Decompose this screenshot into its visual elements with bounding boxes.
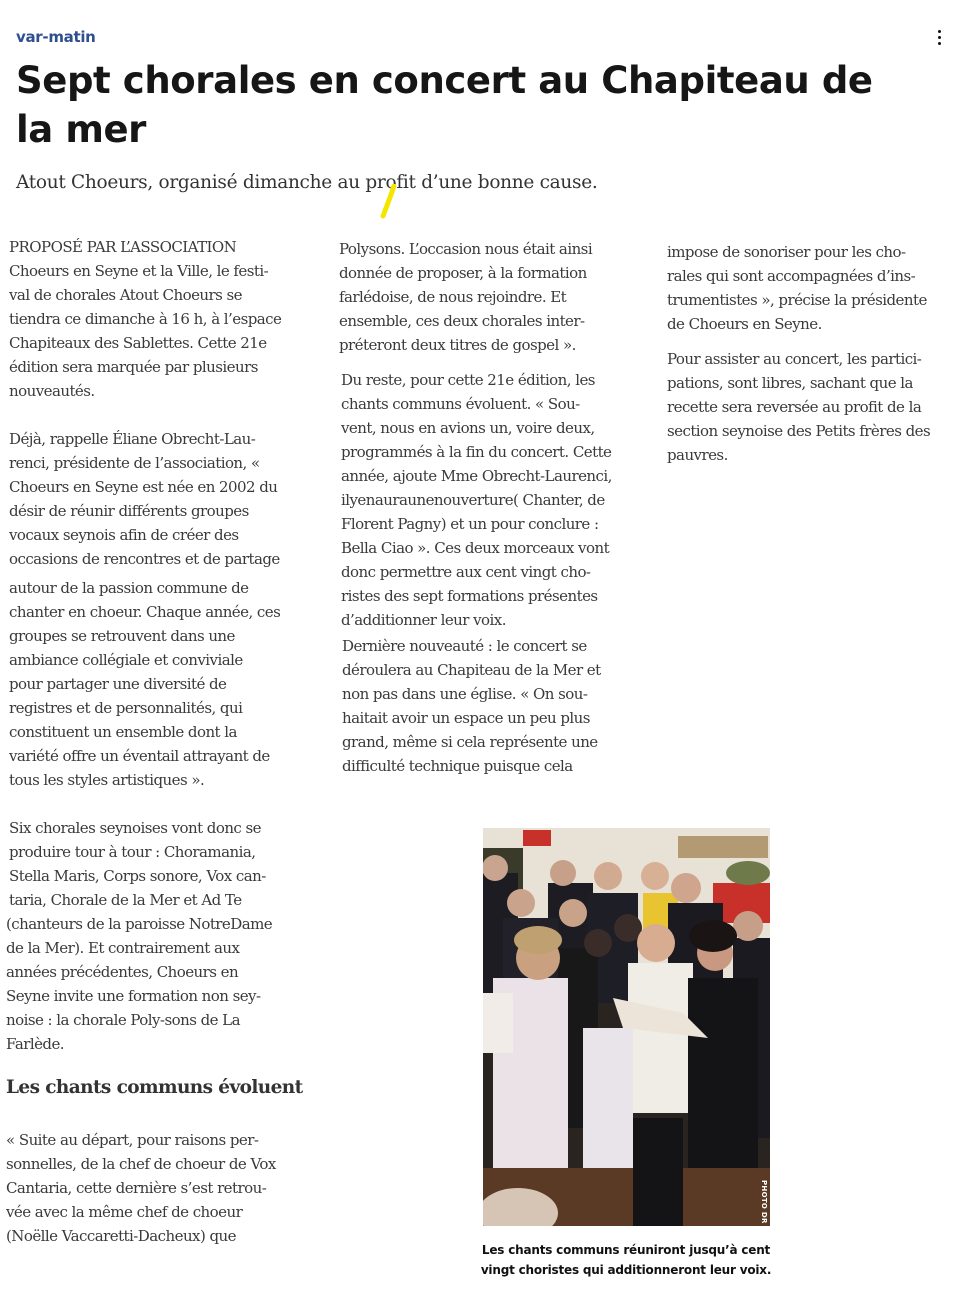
vertical-ellipsis-icon: [938, 30, 941, 33]
section-subheading: Les chants communs évoluent: [6, 1077, 303, 1098]
photo-credit: PHOTO DR: [760, 1180, 768, 1224]
brand-logo[interactable]: var-matin: [16, 28, 96, 46]
article-subtitle: Atout Choeurs, organisé dimanche au profit d’une bonne cause.: [16, 172, 598, 193]
paragraph: Dernière nouveauté : le concert se déroulera au Chapiteau de la Mer et non pas dans une église. « On sou- haitait avoir un espace un peu plus grand, même si cela représente une difficulté technique puisque cela: [342, 637, 601, 775]
column-1-part-5: [6, 912, 306, 1056]
paragraph: Pour assister au concert, les partici- pations, sont libres, sachant que la recette sera reversée au profit de la section seynoise des Petits frères des pauvres.: [667, 350, 931, 464]
column-1-part-4: [9, 816, 309, 912]
paragraph: PROPOSÉ PAR L’ASSOCIATION Choeurs en Seyne et la Ville, le festi- val de chorales Atout Choeurs se tiendra ce dimanche à 16 h, à l’espace Chapiteaux des Sablettes. Cette 21e édition sera marquée par plusieurs nouveautés.: [9, 238, 282, 400]
highlighter-mark: [378, 184, 400, 220]
paragraph: impose de sonoriser pour les cho- rales qui sont accompagnées d’ins- trumentistes », précise la présidente de Choeurs en Seyne.: [667, 243, 927, 333]
column-2: [339, 237, 639, 357]
paragraph: Six chorales seynoises vont donc se produire tour à tour : Choramania, Stella Maris, Corps sonore, Vox can- taria, Chorale de la Mer et Ad Te: [9, 819, 266, 909]
vertical-ellipsis-icon-dot: [938, 42, 941, 45]
paragraph: « Suite au départ, pour raisons per- sonnelles, de la chef de choeur de Vox Cantaria, cette dernière s’est retrou- vée avec la même chef de choeur (Noëlle Vaccaretti-Dacheux) que: [6, 1131, 276, 1245]
paragraph: autour de la passion commune de chanter en choeur. Chaque année, ces groupes se retrouvent dans une ambiance collégiale et conviviale pour partager une diversité de registres et de personnalités, qui constituent un ensemble dont la variété offre un éventail attrayant de tous les styles artistiques ».: [9, 579, 281, 789]
column-3-part-2: [667, 347, 956, 467]
column-1-part-2: [9, 427, 309, 571]
paragraph: (chanteurs de la paroisse NotreDame de la Mer). Et contrairement aux années précédentes, Choeurs en Seyne invite une formation non sey- noise : la chorale Poly-sons de La Farlède.: [6, 915, 273, 1053]
column-1-part-6: [6, 1128, 306, 1248]
column-1-part-3: [9, 576, 309, 792]
vertical-ellipsis-icon-dot: [938, 36, 941, 39]
article-title: Sept chorales en concert au Chapiteau de la mer: [16, 59, 873, 151]
choir-photo: [483, 828, 770, 1226]
paragraph: Du reste, pour cette 21e édition, les chants communs évoluent. « Sou- vent, nous en avions un, voire deux, programmés à la fin du concert. Cette année, ajoute Mme Obrecht-Laurenci, ilyenauraunenouverture( Chanter, de Florent Pagny) et un pour conclure : Bella Ciao ». Ces deux morceaux vont donc permettre aux cent vingt cho- ristes des sept formations présentes d’additionner leur voix.: [341, 371, 612, 629]
column-3: [667, 240, 956, 336]
column-2-part-3: [342, 634, 642, 778]
column-1: [9, 235, 309, 403]
choir-photo-illustration: [483, 828, 770, 1226]
more-options-button[interactable]: [930, 30, 948, 50]
column-2-part-2: [341, 368, 641, 632]
paragraph: Polysons. L’occasion nous était ainsi donnée de proposer, à la formation farlédoise, de nous rejoindre. Et ensemble, ces deux chorales inter- préteront deux titres de gospel ».: [339, 240, 593, 354]
paragraph: Déjà, rappelle Éliane Obrecht-Lau- renci, présidente de l’association, « Choeurs en Seyne est née en 2002 du désir de réunir différents groupes vocaux seynois afin de créer des occasions de rencontres et de partage: [9, 430, 280, 568]
photo-caption: Les chants communs réuniront jusqu’à cent vingt choristes qui additionneront leur voix.: [480, 1243, 772, 1277]
